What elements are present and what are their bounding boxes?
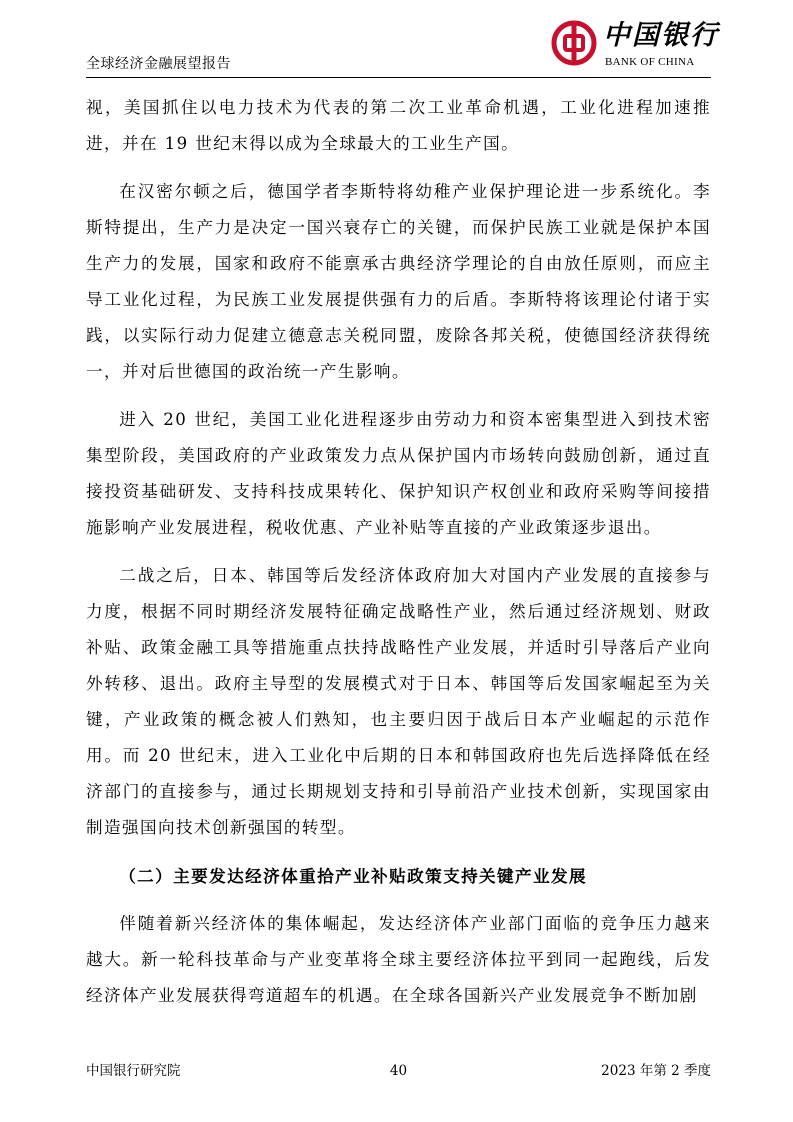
logo-english-name: BANK OF CHINA xyxy=(605,56,695,68)
section-heading: （二）主要发达经济体重拾产业补贴政策支持关键产业发展 xyxy=(119,866,588,886)
page-number: 40 xyxy=(389,1063,408,1079)
page-body xyxy=(86,90,711,1014)
bank-logo xyxy=(551,18,719,76)
body-paragraph-2: 在汉密尔顿之后，德国学者李斯特将幼稚产业保护理论进一步系统化。李斯特提出，生产力是决定一国兴衰存亡的关键，而保护民族工业就是保护本国生产力的发展，国家和政府不能禀承古典经济学理论的自由放任原则，而应主导工业化过程，为民族工业发展提供强有力的后盾。李斯特将该理论付诸于实践，以实际行动力促建立德意志关税同盟，废除各邦关税，使德国经济获得统一，并对后世德国的政治统一产生影响。 xyxy=(86,182,711,381)
body-paragraph-3: 进入 20 世纪，美国工业化进程逐步由劳动力和资本密集型进入到技术密集型阶段，美国政府的产业政策发力点从保护国内市场转向鼓励创新，通过直接投资基础研发、支持科技成果转化、保护知识产权创业和政府采购等间接措施影响产业发展进程，税收优惠、产业补贴等直接的产业政策逐步退出。 xyxy=(86,410,711,537)
body-paragraph-1: 视，美国抓住以电力技术为代表的第二次工业革命机遇，工业化进程加速推进，并在 19 世纪末得以成为全球最大的工业生产国。 xyxy=(86,98,711,153)
section-paragraph: 伴随着新兴经济体的集体崛起，发达经济体产业部门面临的竞争压力越来越大。新一轮科技革命与产业变革将全球主要经济体拉平到同一起跑线，后发经济体产业发展获得弯道超车的机遇。在全球各国新兴产业发展竞争不断加剧 xyxy=(86,914,711,1005)
page-header xyxy=(86,18,719,78)
page-footer xyxy=(86,1062,711,1082)
bank-of-china-seal-icon xyxy=(551,20,597,66)
footer-publisher: 中国银行研究院 xyxy=(86,1063,181,1079)
body-paragraph-4: 二战之后，日本、韩国等后发经济体政府加大对国内产业发展的直接参与力度，根据不同时期经济发展特征确定战略性产业，然后通过经济规划、财政补贴、政策金融工具等措施重点扶持战略性产业发展，并适时引导落后产业向外转移、退出。政府主导型的发展模式对于日本、韩国等后发国家崛起至为关键，产业政策的概念被人们熟知，也主要归因于战后日本产业崛起的示范作用。而 20 世纪末，进入工业化中后期的日本和韩国政府也先后选择降低在经济部门的直接参与，通过长期规划支持和引导前沿产业技术创新，实现国家由制造强国向技术创新强国的转型。 xyxy=(86,566,711,837)
header-divider xyxy=(86,77,711,78)
logo-chinese-name: 中国银行 xyxy=(603,20,719,51)
footer-date: 2023 年第 2 季度 xyxy=(601,1063,711,1079)
report-title: 全球经济金融展望报告 xyxy=(86,56,231,72)
